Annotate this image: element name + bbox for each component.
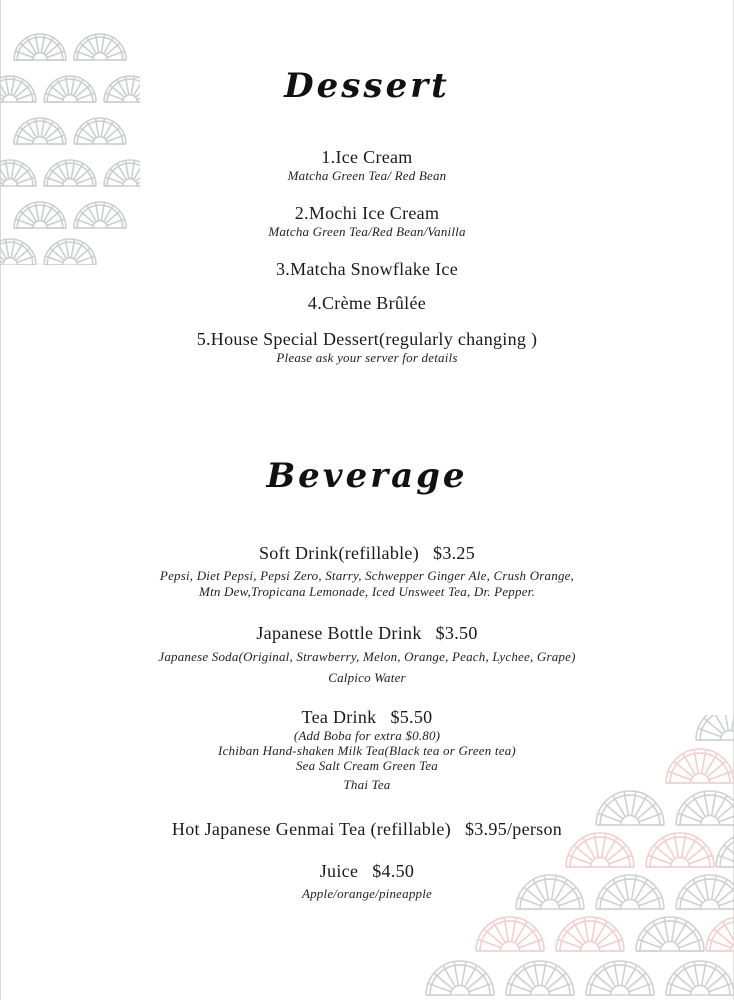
item-name: Hot Japanese Genmai Tea (refillable) (171, 819, 451, 839)
item-name: 4.Crème Brûlée (307, 293, 427, 313)
beverage-item-japanese-bottle-drink (0, 622, 734, 686)
item-description: Matcha Green Tea/ Red Bean (287, 168, 447, 183)
fan-icon (666, 961, 734, 995)
fan-icon (586, 961, 654, 995)
item-description-line: Sea Salt Cream Green Tea (295, 758, 438, 773)
item-description: Matcha Green Tea/Red Bean/Vanilla (268, 224, 466, 239)
beverage-item-soft-drink (0, 542, 734, 600)
item-title (0, 706, 734, 728)
item-description-line: Japanese Soda(Original, Strawberry, Melon, Orange, Peach, Lychee, Grape) (158, 649, 576, 664)
item-title (0, 542, 734, 564)
item-name: 2.Mochi Ice Cream (294, 203, 440, 223)
item-description-line: Pepsi, Diet Pepsi, Pepsi Zero, Starry, Schwepper Ginger Ale, Crush Orange, (159, 568, 575, 583)
dessert-item-4 (0, 292, 734, 314)
dessert-heading: Dessert (284, 66, 450, 106)
item-description-line: Mtn Dew,Tropicana Lemonade, Iced Unsweet Tea, Dr. Pepper. (199, 584, 535, 599)
fan-icon (74, 34, 126, 60)
item-name: Tea Drink (301, 707, 377, 727)
dessert-item-5 (0, 328, 734, 366)
item-name: 1.Ice Cream (321, 147, 413, 167)
beverage-item-genmai-tea (0, 818, 734, 840)
fan-icon (476, 917, 544, 951)
item-price: $4.50 (372, 861, 415, 881)
fan-icon (426, 961, 494, 995)
item-description-line: Apple/orange/pineapple (301, 886, 433, 901)
dessert-item-1 (0, 146, 734, 184)
item-description-line: (Add Boba for extra $0.80) (293, 728, 441, 743)
dessert-item-3 (0, 258, 734, 280)
beverage-heading: Beverage (266, 456, 468, 496)
beverage-item-juice (0, 860, 734, 902)
item-name: Soft Drink(refillable) (258, 543, 420, 563)
item-name: 5.House Special Dessert(regularly changing ) (196, 329, 538, 349)
item-price: $3.50 (435, 623, 478, 643)
item-description-line: Calpico Water (328, 670, 406, 685)
item-title (0, 860, 734, 882)
item-description-line: Thai Tea (343, 777, 391, 792)
fan-icon (706, 917, 734, 951)
fan-icon (506, 961, 574, 995)
dessert-item-2 (0, 202, 734, 240)
item-price: $3.25 (433, 543, 476, 563)
item-price: $5.50 (390, 707, 433, 727)
item-title (0, 622, 734, 644)
item-description: Please ask your server for details (276, 350, 458, 365)
item-name: Japanese Bottle Drink (256, 623, 422, 643)
fan-icon (636, 917, 704, 951)
item-name: 3.Matcha Snowflake Ice (275, 259, 459, 279)
item-title (0, 818, 734, 840)
item-name: Juice (319, 861, 359, 881)
fan-icon (14, 118, 66, 144)
item-price: $3.95/person (465, 819, 563, 839)
fan-icon (14, 34, 66, 60)
beverage-item-tea-drink (0, 706, 734, 793)
fan-icon (556, 917, 624, 951)
item-description-line: Ichiban Hand-shaken Milk Tea(Black tea or Green tea) (218, 743, 516, 758)
fan-icon (74, 118, 126, 144)
